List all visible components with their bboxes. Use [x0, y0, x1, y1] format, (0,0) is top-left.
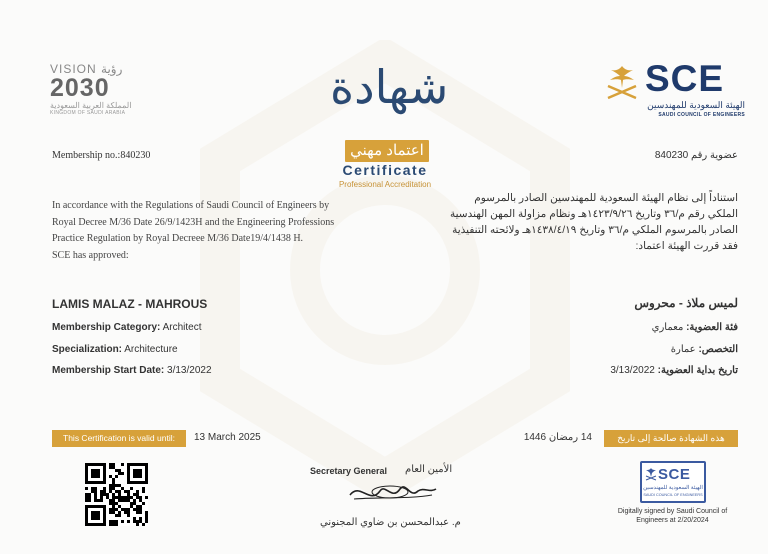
paragraph-en-line: Practice Regulation by Royal Decreee M/36 Date19/4/1438 H.	[52, 233, 304, 244]
vision-2030-logo	[50, 62, 140, 124]
category-en	[52, 322, 202, 333]
member-name-ar: لميس ملاذ - محروس	[634, 296, 738, 310]
start-label-en: Membership Start Date:	[52, 365, 165, 376]
category-value-en: Architect	[162, 322, 202, 333]
paragraph-ar	[403, 190, 738, 254]
paragraph-en	[52, 198, 382, 264]
signature-icon	[340, 477, 440, 507]
secretary-title-en: Secretary General	[310, 466, 388, 476]
stamp-palm-icon	[645, 467, 657, 481]
sce-en-text: SAUDI COUNCIL OF ENGINEERS	[658, 112, 745, 118]
sce-letters: SCE	[645, 58, 725, 99]
validity-date-ar: 14 رمضان 1446	[523, 432, 592, 443]
paragraph-en-line: Royal Decree M/36 Date 26/9/1423H and the Engineering Professions	[52, 216, 335, 228]
sce-ar-text: الهيئة السعودية للمهندسين	[647, 100, 745, 110]
category-label-ar: فئة العضوية:	[686, 322, 738, 333]
category-ar	[652, 322, 738, 333]
validity-date-en: 13 March 2025	[194, 432, 261, 443]
category-value-ar: معماري	[651, 322, 684, 333]
stamp-en-text: SAUDI COUNCIL OF ENGINEERS	[643, 493, 703, 497]
subtitle-ar-band: اعتماد مهني	[345, 140, 429, 162]
vision-top-text: VISION رؤية	[50, 62, 123, 76]
palm-swords-icon	[605, 62, 639, 100]
paragraph-en-line: In accordance with the Regulations of Saudi Council of Engineers by	[52, 200, 330, 211]
digital-line: Digitally signed by Saudi Council of	[617, 508, 728, 515]
start-label-ar: تاريخ بداية العضوية:	[657, 365, 738, 376]
paragraph-ar-line: الصادر بالمرسوم الملكي م/٣٦ وتاريخ ١٤٣٨/٤/١٩هـ ولائحته التنفيذية	[452, 224, 738, 236]
member-name-en: LAMIS MALAZ - MAHROUS	[52, 297, 208, 311]
title-ar: شهادة	[330, 60, 449, 114]
paragraph-en-line: SCE has approved:	[52, 249, 129, 261]
paragraph-ar-line: استناداً إلى نظام الهيئة السعودية للمهندسين الصادر بالمرسوم	[474, 192, 738, 204]
secretary-name-ar: م. عبدالمحسن بن ضاوي المجنوني	[320, 517, 461, 528]
specialization-label-en: Specialization:	[52, 344, 123, 355]
specialization-value-ar: عمارة	[670, 344, 696, 355]
secretary-title-ar: الأمين العام	[405, 464, 453, 475]
stamp-letters: SCE	[658, 466, 691, 483]
validity-label-ar: هذه الشهادة صالحة إلى تاريخ	[604, 430, 738, 447]
start-value-en: 3/13/2022	[167, 365, 212, 376]
paragraph-ar-line: الملكي رقم م/٣٦ وتاريخ ١٤٢٣/٩/٢٦هـ ونظام مزاولة المهن الهندسية	[449, 208, 738, 220]
specialization-label-ar: التخصص:	[698, 344, 738, 355]
membership-number-en: Membership no.:840230	[52, 150, 151, 161]
qr-code-icon[interactable]	[85, 463, 148, 526]
stamp-ar-text: الهيئة السعودية للمهندسين	[643, 485, 703, 491]
subtitle-en: Professional Accreditation	[338, 180, 432, 189]
vision-en-text: KINGDOM OF SAUDI ARABIA	[50, 110, 126, 116]
start-value-ar: 3/13/2022	[610, 365, 655, 376]
sce-logo	[605, 58, 745, 124]
start-date-en	[52, 365, 212, 376]
paragraph-ar-line: فقد قررت الهيئة اعتماد:	[635, 240, 738, 252]
digital-line: Engineers at 2/20/2024	[636, 517, 709, 524]
vision-ar-text: المملكة العربية السعودية	[50, 101, 132, 110]
start-date-ar	[610, 365, 738, 376]
validity-label-en: This Certification is valid until:	[52, 430, 186, 447]
specialization-en	[52, 344, 178, 355]
membership-number-ar: عضوية رقم 840230	[654, 150, 738, 161]
specialization-ar	[671, 344, 738, 355]
title-en: Certificate	[342, 162, 428, 178]
sce-digital-stamp	[640, 461, 706, 503]
specialization-value-en: Architecture	[124, 344, 178, 355]
digital-signature-note	[600, 507, 745, 525]
vision-year-text: 2030	[50, 74, 110, 102]
category-label-en: Membership Category:	[52, 322, 161, 333]
